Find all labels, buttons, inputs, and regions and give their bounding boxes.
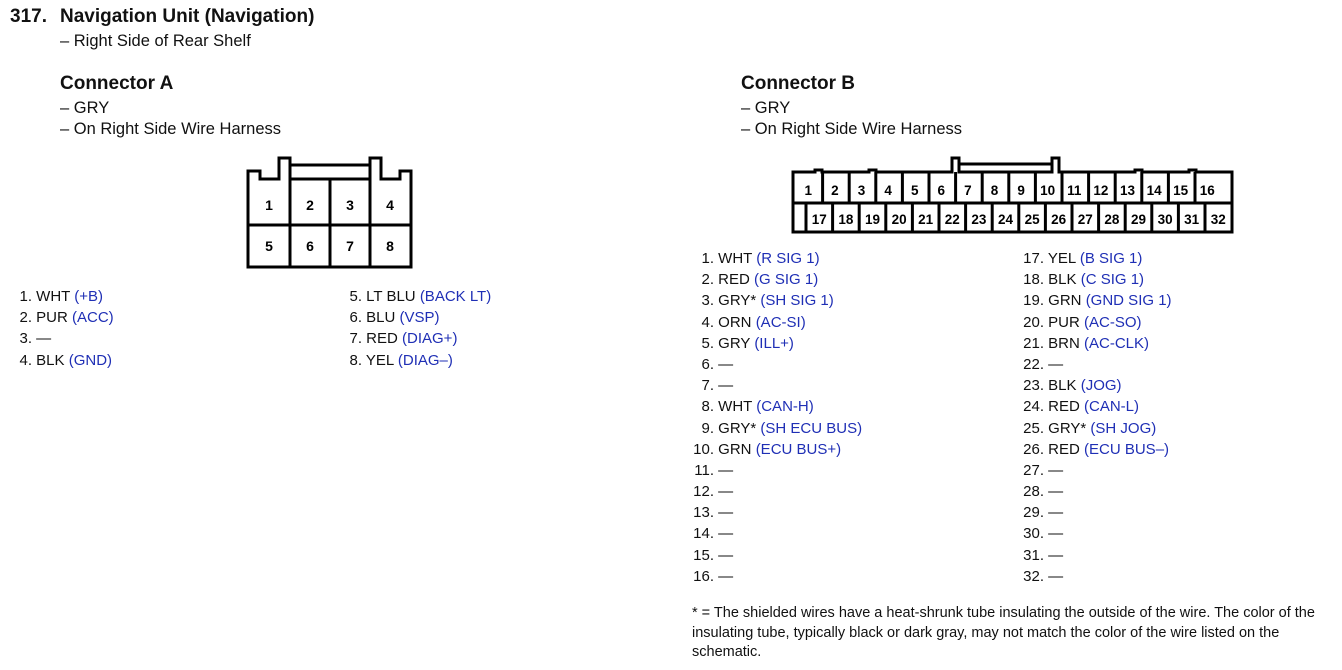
connector-b-cavity: 3: [857, 183, 866, 198]
pin-row: 7. —: [701, 377, 734, 395]
pin-row: 14. —: [693, 525, 734, 543]
pin-row: 27. —: [1023, 461, 1064, 479]
pin-row: 16. —: [693, 567, 734, 585]
pin-row: 6. —: [701, 355, 734, 373]
connector-b-cavity: 17: [811, 212, 827, 227]
connector-b-cavity: 23: [971, 212, 987, 227]
pin-row: 15. —: [693, 546, 734, 564]
pin-row: 25. GRY* (SH JOG): [1023, 419, 1157, 437]
connector-b-cavity: 4: [884, 183, 892, 198]
connector-a-cavity: 5: [265, 238, 273, 254]
connector-a-cavity: 8: [386, 238, 394, 254]
connector-b-pinlist-1: [672, 248, 862, 587]
connector-b-face-diagram: [785, 150, 1240, 240]
connector-a-cavity: 3: [346, 197, 354, 213]
connector-a-pinlist-1: [0, 286, 114, 371]
connector-b-cavity: 10: [1040, 183, 1056, 198]
pin-row: 8. YEL (DIAG–): [349, 351, 453, 369]
connector-b-cavity: 21: [918, 212, 934, 227]
connector-b-cavity: 30: [1157, 212, 1173, 227]
pin-row: 20. PUR (AC-SO): [1023, 313, 1142, 331]
page-title: Navigation Unit (Navigation): [60, 6, 315, 27]
pin-row: 19. GRN (GND SIG 1): [1023, 292, 1172, 310]
connector-b-cavity: 28: [1104, 212, 1120, 227]
pin-row: 2. PUR (ACC): [19, 309, 114, 327]
connector-b-cavity: 9: [1017, 183, 1025, 198]
connector-b-cavity: 27: [1077, 212, 1093, 227]
connector-a-cavity: 1: [265, 197, 273, 213]
connector-b-cavity: 1: [804, 183, 813, 198]
connector-a-pinlist-2: [330, 286, 491, 371]
pin-row: 24. RED (CAN-L): [1023, 398, 1140, 416]
connector-b-cavity: 16: [1199, 183, 1215, 198]
connector-b-cavity: 13: [1119, 183, 1136, 198]
pin-row: 5. GRY (ILL+): [701, 334, 794, 352]
pin-row: 11. —: [694, 461, 734, 479]
connector-a-cavity: 2: [306, 197, 314, 213]
pin-row: 9. GRY* (SH ECU BUS): [701, 419, 863, 437]
pin-row: 10. GRN (ECU BUS+): [693, 440, 842, 458]
pin-row: 1. WHT (R SIG 1): [701, 250, 820, 267]
pin-row: 6. BLU (VSP): [349, 309, 440, 327]
pin-row: 21. BRN (AC-CLK): [1023, 334, 1150, 352]
connector-b-cavity: 20: [891, 212, 907, 227]
connector-b-cavity: 2: [831, 183, 839, 198]
section-number: 317.: [10, 6, 47, 27]
connector-b-cavity: 7: [964, 183, 972, 198]
connector-b-cavity: 22: [944, 212, 960, 227]
connector-b-cavity: 24: [997, 212, 1014, 227]
pin-row: 3. —: [19, 330, 52, 348]
connector-b-cavity: 6: [937, 183, 946, 198]
pin-row: 12. —: [693, 483, 734, 501]
connector-a-cavity: 7: [346, 238, 354, 254]
pin-row: 29. —: [1023, 504, 1064, 522]
connector-b-cavity: 15: [1173, 183, 1189, 198]
connector-b-cavity: 11: [1067, 183, 1082, 198]
pin-row: 7. RED (DIAG+): [349, 330, 458, 348]
shielded-wire-footnote: * = The shielded wires have a heat-shrunk tube insulating the outside of the wire. The color of the insulating tube, typically black or dark gray, may not match the color of the wire listed on the schematic.: [692, 605, 1315, 660]
component-location: – Right Side of Rear Shelf: [60, 32, 251, 50]
connector-a-cavity: 4: [386, 197, 394, 213]
connector-b-cavity: 29: [1130, 212, 1147, 227]
pin-row: 31. —: [1023, 546, 1064, 564]
connector-b-cavity: 19: [864, 212, 881, 227]
pin-row: 3. GRY* (SH SIG 1): [701, 292, 834, 310]
connector-a-color: – GRY: [60, 99, 110, 117]
connector-b-title: Connector B: [741, 73, 855, 94]
connector-a-face-diagram: [240, 150, 420, 275]
pin-row: 8. WHT (CAN-H): [701, 398, 814, 416]
connector-b-cavity: 31: [1184, 212, 1200, 227]
pin-row: 28. —: [1023, 483, 1064, 501]
connector-b-cavity: 12: [1093, 183, 1109, 198]
connector-a-harness: – On Right Side Wire Harness: [60, 120, 282, 138]
connector-b-cavity: 14: [1146, 183, 1162, 198]
connector-a-cavity: 6: [306, 238, 314, 254]
connector-b-cavity: 8: [990, 183, 999, 198]
pin-row: 13. —: [693, 504, 734, 522]
pin-row: 2. RED (G SIG 1): [701, 271, 819, 289]
pin-row: 30. —: [1023, 525, 1064, 543]
connector-b-color: – GRY: [741, 99, 791, 117]
connector-b-cavity: 25: [1024, 212, 1040, 227]
pin-row: 26. RED (ECU BUS–): [1023, 440, 1170, 458]
pin-row: 17. YEL (B SIG 1): [1023, 250, 1143, 267]
pin-row: 1. WHT (+B): [19, 288, 103, 305]
pin-row: 5. LT BLU (BACK LT): [349, 288, 492, 305]
pin-row: 4. ORN (AC-SI): [701, 313, 806, 331]
connector-b-cavity: 26: [1051, 212, 1067, 227]
pin-row: 4. BLK (GND): [19, 351, 113, 369]
connector-b-cavity: 32: [1210, 212, 1226, 227]
pin-row: 23. BLK (JOG): [1023, 377, 1122, 395]
pin-row: 22. —: [1023, 355, 1064, 373]
connector-a-title: Connector A: [60, 73, 174, 94]
connector-b-cavity: 18: [838, 212, 854, 227]
connector-b-cavity: 5: [910, 183, 919, 198]
connector-b-pinlist-2: [1002, 248, 1172, 587]
pin-row: 32. —: [1023, 567, 1064, 585]
pin-row: 18. BLK (C SIG 1): [1023, 271, 1145, 289]
connector-b-harness: – On Right Side Wire Harness: [741, 120, 963, 138]
